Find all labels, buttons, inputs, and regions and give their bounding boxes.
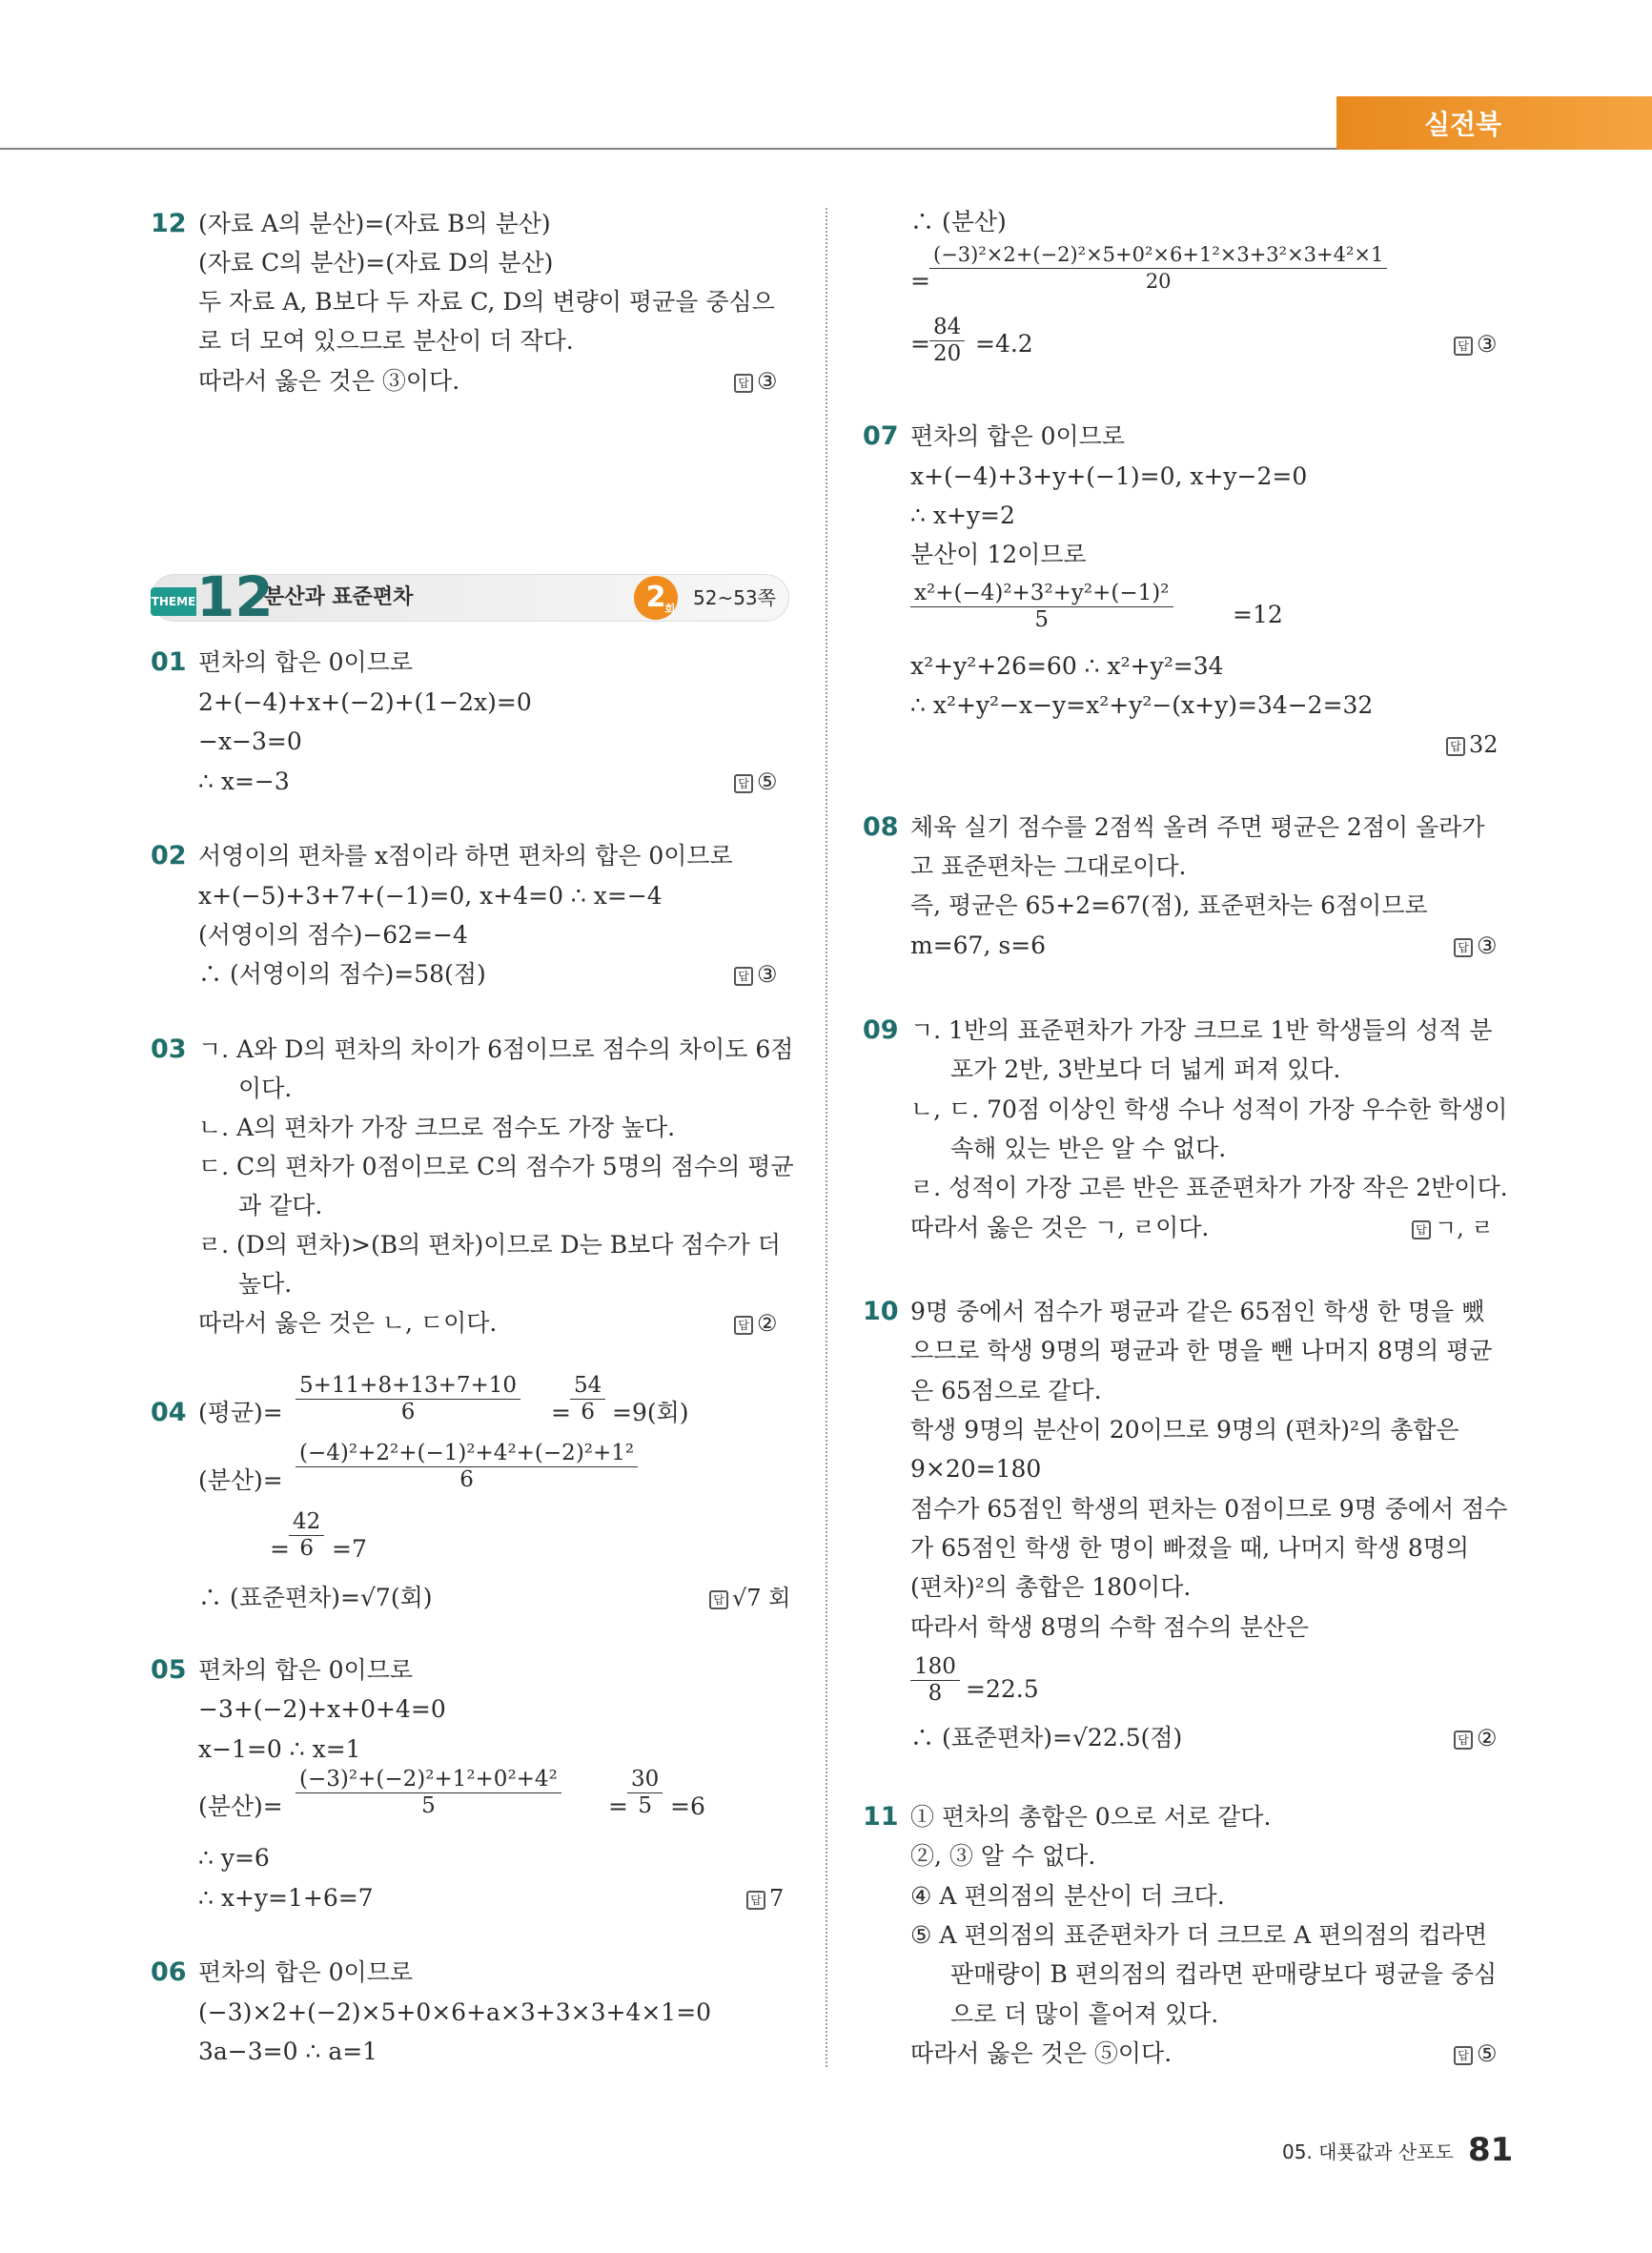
solution-line: (분산)= bbox=[198, 1792, 283, 1820]
solution-line: 따라서 옳은 것은 ⑤이다. bbox=[910, 2039, 1173, 2067]
numerator: 30 bbox=[627, 1767, 663, 1793]
equals-sign: = bbox=[551, 1399, 571, 1426]
column-divider bbox=[826, 208, 827, 2067]
problem-number: 02 bbox=[151, 841, 187, 870]
denominator: 6 bbox=[459, 1467, 474, 1492]
denominator: 6 bbox=[581, 1400, 595, 1424]
solution-line: ∴ y=6 bbox=[198, 1844, 270, 1872]
solution-line: x−1=0 ∴ x=1 bbox=[198, 1735, 361, 1763]
solution-line: ㄱ. 1반의 표준편차가 가장 크므로 1반 학생들의 성적 분 bbox=[910, 1016, 1493, 1044]
solution-line: 으므로 학생 9명의 평균과 한 명을 뺀 나머지 8명의 평균 bbox=[910, 1337, 1493, 1364]
answer-value: √7 회 bbox=[732, 1585, 791, 1611]
denominator: 5 bbox=[1034, 607, 1050, 632]
solution-line: 분산이 12이므로 bbox=[910, 541, 1087, 568]
solution-line: −x−3=0 bbox=[198, 727, 302, 755]
solution-line: 편차의 합은 0이므로 bbox=[198, 1958, 413, 1986]
answer-icon: 답 bbox=[1454, 1731, 1473, 1750]
answer-mark bbox=[734, 367, 778, 396]
solution-line: 편차의 합은 0이므로 bbox=[198, 1656, 413, 1684]
fraction bbox=[929, 242, 1387, 295]
numerator: 54 bbox=[570, 1373, 605, 1400]
solution-line: 학생 9명의 분산이 20이므로 9명의 (편차)²의 총합은 bbox=[910, 1416, 1459, 1444]
fraction bbox=[910, 1654, 960, 1707]
answer-mark bbox=[734, 960, 778, 989]
problem-number: 03 bbox=[151, 1034, 187, 1064]
solution-line: 판매량이 B 편의점의 컵라면 판매량보다 평균을 중심 bbox=[950, 1960, 1498, 1988]
solution-line: ∴ x+y=2 bbox=[910, 502, 1015, 529]
solution-line: 포가 2반, 3반보다 더 넓게 퍼져 있다. bbox=[950, 1055, 1341, 1083]
theme-pages: 52~53쪽 bbox=[693, 586, 776, 609]
solution-line: 으로 더 많이 흩어져 있다. bbox=[950, 2000, 1219, 2028]
solution-line: x+(−5)+3+7+(−1)=0, x+4=0 ∴ x=−4 bbox=[198, 882, 663, 910]
answer-value: ③ bbox=[757, 961, 778, 988]
answer-mark bbox=[1454, 2039, 1498, 2068]
answer-value: ③ bbox=[757, 368, 778, 395]
solution-line: (자료 C의 분산)=(자료 D의 분산) bbox=[198, 249, 554, 277]
solution-line: ㄷ. C의 편차가 0점이므로 C의 점수가 5명의 점수의 평균 bbox=[198, 1153, 794, 1180]
solution-line: 이다. bbox=[238, 1075, 293, 1102]
solution-line: ②, ③ 알 수 없다. bbox=[910, 1842, 1096, 1870]
solution-line: 서영이의 편차를 x점이라 하면 편차의 합은 0이므로 bbox=[198, 842, 733, 870]
numerator: x²+(−4)²+3²+y²+(−1)² bbox=[910, 581, 1173, 607]
solution-line: ④ A 편의점의 분산이 더 크다. bbox=[910, 1882, 1225, 1910]
equals-sign: = bbox=[910, 267, 930, 295]
numerator: (−4)²+2²+(−1)²+4²+(−2)²+1² bbox=[296, 1441, 638, 1467]
solution-line: (자료 A의 분산)=(자료 B의 분산) bbox=[198, 210, 551, 237]
problem-number: 01 bbox=[151, 647, 187, 677]
fraction bbox=[570, 1373, 605, 1425]
solution-line: ⑤ A 편의점의 표준편차가 더 크므로 A 편의점의 컵라면 bbox=[910, 1921, 1488, 1949]
solution-line: 점수가 65점인 학생의 편차는 0점이므로 9명 중에서 점수 bbox=[910, 1495, 1508, 1523]
solution-line: =7 bbox=[332, 1535, 367, 1563]
numerator: 5+11+8+13+7+10 bbox=[296, 1373, 520, 1400]
page-number: 81 bbox=[1468, 2131, 1514, 2169]
equals-sign: = bbox=[608, 1792, 628, 1820]
answer-value: ㄱ, ㄹ bbox=[1435, 1215, 1494, 1241]
solution-line: 가 65점인 학생 한 명이 빠졌을 때, 나머지 학생 8명의 bbox=[910, 1534, 1470, 1562]
solution-line: =4.2 bbox=[975, 330, 1033, 358]
answer-icon: 답 bbox=[1446, 737, 1465, 756]
fraction bbox=[296, 1441, 638, 1493]
answer-icon: 답 bbox=[734, 1316, 753, 1335]
solution-line: ㄴ. A의 편차가 가장 크므로 점수도 가장 높다. bbox=[198, 1114, 676, 1141]
solution-line: (편차)²의 총합은 180이다. bbox=[910, 1573, 1192, 1601]
problem-number: 07 bbox=[863, 421, 899, 451]
denominator: 6 bbox=[299, 1536, 314, 1561]
solution-line: 고 표준편차는 그대로이다. bbox=[910, 852, 1187, 880]
solution-line: ∴ x+y=1+6=7 bbox=[198, 1884, 374, 1912]
numerator: 42 bbox=[289, 1509, 324, 1536]
solution-line: ㄴ, ㄷ. 70점 이상인 학생 수나 성적이 가장 우수한 학생이 bbox=[910, 1096, 1508, 1123]
problem-number: 04 bbox=[151, 1398, 187, 1427]
solution-line: =6 bbox=[670, 1792, 705, 1820]
solution-line: ㄹ. (D의 편차)>(B의 편차)이므로 D는 B보다 점수가 더 bbox=[198, 1231, 781, 1259]
problem-number: 05 bbox=[151, 1655, 187, 1685]
answer-icon: 답 bbox=[1454, 2046, 1473, 2065]
answer-value: ② bbox=[757, 1310, 778, 1337]
answer-icon: 답 bbox=[709, 1590, 728, 1609]
solution-line: 편차의 합은 0이므로 bbox=[910, 422, 1125, 450]
solution-line: −3+(−2)+x+0+4=0 bbox=[198, 1695, 446, 1723]
answer-icon: 답 bbox=[734, 967, 753, 986]
solution-line: ㄱ. A와 D의 편차의 차이가 6점이므로 점수의 차이도 6점 bbox=[198, 1035, 794, 1063]
answer-mark bbox=[1454, 330, 1498, 358]
fraction bbox=[289, 1509, 324, 1562]
solution-line: ∴ (표준편차)=√7(회) bbox=[198, 1584, 433, 1611]
solution-line: =22.5 bbox=[966, 1675, 1039, 1703]
solution-line: 9명 중에서 점수가 평균과 같은 65점인 학생 한 명을 뺐 bbox=[910, 1298, 1485, 1325]
problem-number: 08 bbox=[863, 812, 899, 842]
answer-mark bbox=[1412, 1214, 1494, 1242]
numerator: (−3)²×2+(−2)²×5+0²×6+1²×3+3²×3+4²×1 bbox=[929, 242, 1387, 269]
answer-mark bbox=[1446, 730, 1499, 759]
solution-line: 과 같다. bbox=[238, 1192, 323, 1219]
solution-line: ∴ x²+y²−x−y=x²+y²−(x+y)=34−2=32 bbox=[910, 691, 1374, 719]
solution-line: 높다. bbox=[238, 1270, 293, 1298]
solution-line: ∴ (서영이의 점수)=58(점) bbox=[198, 960, 486, 988]
solution-line: 속해 있는 반은 알 수 없다. bbox=[950, 1135, 1227, 1162]
solution-line: =9(회) bbox=[612, 1399, 689, 1426]
answer-value: ③ bbox=[1477, 331, 1498, 358]
answer-icon: 답 bbox=[1454, 938, 1473, 957]
problem-number: 06 bbox=[151, 1957, 187, 1987]
problem-number: 09 bbox=[863, 1015, 899, 1045]
answer-icon: 답 bbox=[1454, 337, 1473, 356]
solution-line: (−3)×2+(−2)×5+0×6+a×3+3×3+4×1=0 bbox=[198, 1998, 712, 2026]
solution-line: 로 더 모여 있으므로 분산이 더 작다. bbox=[198, 327, 574, 355]
answer-value: ⑤ bbox=[757, 768, 778, 795]
problem-number: 11 bbox=[863, 1802, 899, 1832]
solution-line: ∴ (분산) bbox=[910, 208, 1007, 236]
denominator: 6 bbox=[400, 1400, 416, 1424]
equals-sign: = bbox=[270, 1535, 290, 1563]
solution-line: x+(−4)+3+y+(−1)=0, x+y−2=0 bbox=[910, 462, 1308, 490]
solution-line: 따라서 옳은 것은 ㄱ, ㄹ이다. bbox=[910, 1214, 1210, 1241]
round-suffix: 회 bbox=[664, 603, 676, 616]
solution-line: 즉, 평균은 65+2=67(점), 표준편차는 6점이므로 bbox=[910, 891, 1428, 919]
solution-line: (평균)= bbox=[198, 1399, 283, 1426]
answer-mark bbox=[746, 1884, 784, 1913]
answer-mark bbox=[734, 768, 778, 796]
denominator: 20 bbox=[1145, 270, 1172, 293]
solution-line: ∴ (표준편차)=√22.5(점) bbox=[910, 1724, 1183, 1751]
solution-line: 따라서 옳은 것은 ㄴ, ㄷ이다. bbox=[198, 1309, 498, 1337]
denominator: 5 bbox=[421, 1793, 436, 1818]
solution-line: 따라서 옳은 것은 ③이다. bbox=[198, 367, 460, 395]
answer-mark bbox=[709, 1584, 790, 1612]
numerator: (−3)²+(−2)²+1²+0²+4² bbox=[296, 1767, 561, 1793]
solution-line: x²+y²+26=60 ∴ x²+y²=34 bbox=[910, 652, 1224, 680]
equals-sign: = bbox=[910, 330, 930, 358]
answer-value: 7 bbox=[769, 1885, 785, 1912]
theme-title: 분산과 표준편차 bbox=[264, 585, 414, 609]
answer-mark bbox=[1454, 932, 1498, 960]
solution-line: m=67, s=6 bbox=[910, 932, 1047, 959]
fraction bbox=[929, 315, 965, 367]
answer-mark bbox=[734, 1309, 778, 1338]
answer-icon: 답 bbox=[1412, 1220, 1431, 1239]
answer-icon: 답 bbox=[734, 374, 753, 393]
fraction bbox=[627, 1767, 663, 1819]
answer-value: ⑤ bbox=[1477, 2040, 1498, 2067]
answer-value: ② bbox=[1477, 1725, 1498, 1751]
answer-icon: 답 bbox=[734, 774, 753, 793]
numerator: 84 bbox=[929, 315, 965, 341]
fraction bbox=[910, 581, 1173, 633]
solution-line: ㄹ. 성적이 가장 고른 반은 표준편차가 가장 작은 2반이다. bbox=[910, 1174, 1508, 1201]
solution-line: ① 편차의 총합은 0으로 서로 같다. bbox=[910, 1803, 1272, 1831]
fraction bbox=[296, 1373, 520, 1425]
solution-line: 은 65점으로 같다. bbox=[910, 1377, 1102, 1404]
solution-line: ∴ x=−3 bbox=[198, 768, 290, 795]
fraction bbox=[296, 1767, 561, 1819]
problem-number: 12 bbox=[151, 209, 187, 238]
solution-line: =12 bbox=[1233, 601, 1283, 628]
section-tab: 실전북 bbox=[1336, 96, 1652, 150]
solution-line: 체육 실기 점수를 2점씩 올려 주면 평균은 2점이 올라가 bbox=[910, 813, 1485, 841]
solution-line: (서영이의 점수)−62=−4 bbox=[198, 921, 468, 949]
theme-label: THEME bbox=[151, 587, 196, 616]
answer-icon: 답 bbox=[746, 1891, 765, 1910]
problem-number: 10 bbox=[863, 1297, 899, 1326]
solution-line: 두 자료 A, B보다 두 자료 C, D의 변량이 평균을 중심으 bbox=[198, 288, 775, 316]
solution-line: 따라서 학생 8명의 수학 점수의 분산은 bbox=[910, 1613, 1309, 1641]
solution-line: 편차의 합은 0이므로 bbox=[198, 648, 413, 676]
denominator: 8 bbox=[928, 1681, 943, 1706]
denominator: 5 bbox=[638, 1793, 652, 1818]
solution-line: (분산)= bbox=[198, 1466, 283, 1494]
theme-number: 12 bbox=[196, 564, 274, 629]
numerator: 180 bbox=[910, 1654, 960, 1681]
answer-value: 32 bbox=[1469, 731, 1499, 758]
solution-line: 3a−3=0 ∴ a=1 bbox=[198, 2038, 378, 2065]
answer-mark bbox=[1454, 1724, 1498, 1752]
solution-line: 2+(−4)+x+(−2)+(1−2x)=0 bbox=[198, 688, 532, 716]
answer-value: ③ bbox=[1477, 932, 1498, 959]
chapter-title: 05. 대푯값과 산포도 bbox=[1282, 2140, 1454, 2163]
round-badge: 2 bbox=[634, 576, 678, 620]
solution-line: 9×20=180 bbox=[910, 1455, 1042, 1483]
denominator: 20 bbox=[933, 341, 962, 366]
